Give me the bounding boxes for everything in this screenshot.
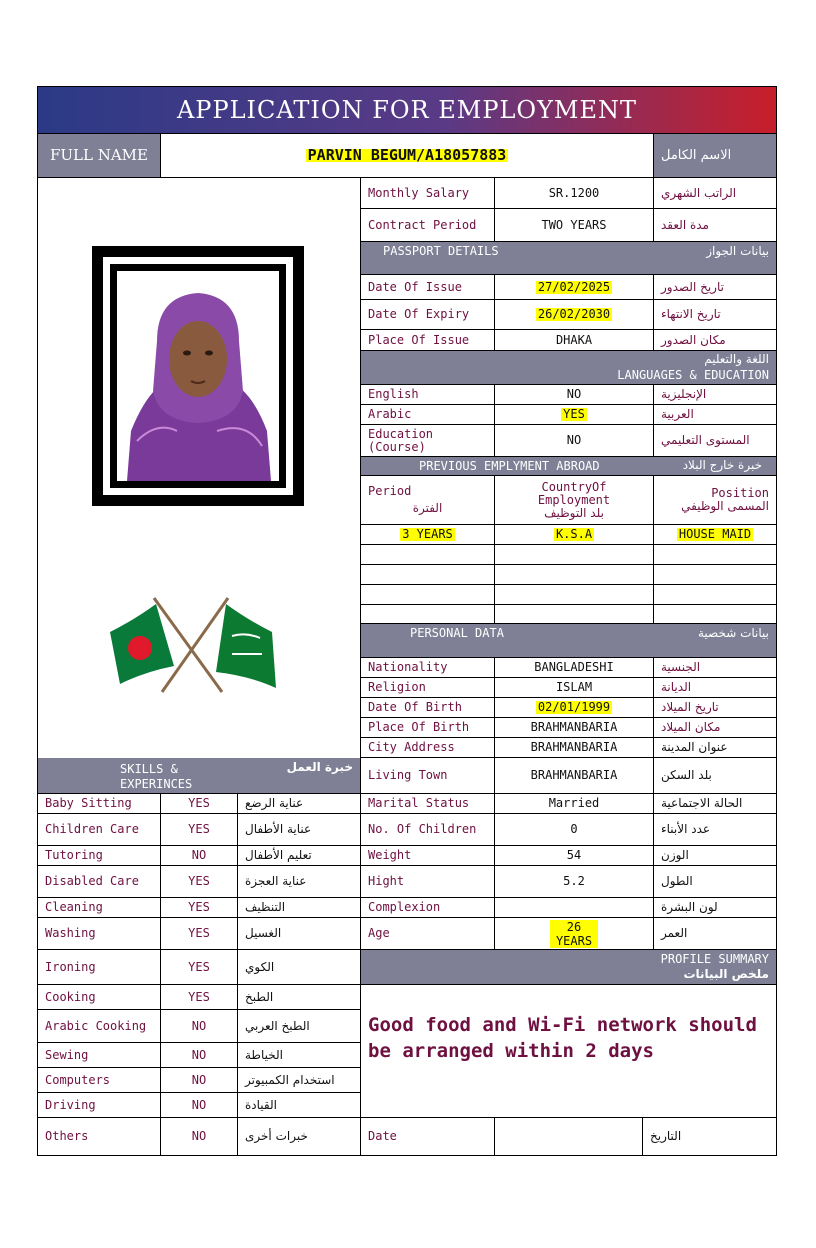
empty-cell [361,605,495,624]
date-label: Date [361,1118,495,1156]
skill-label: Others [37,1118,161,1156]
complexion-label-ar: لون البشرة [654,898,777,918]
pob-label-ar: مكان الميلاد [654,718,777,738]
expiry-date-value: 26/02/2030 [495,300,654,330]
skill-label-ar: استخدام الكمبيوتر [238,1068,361,1093]
skill-value: YES [161,898,238,918]
education-value: NO [495,425,654,457]
skill-label: Cooking [37,985,161,1010]
empty-cell [361,545,495,565]
empty-cell [654,585,777,605]
english-value: NO [495,385,654,405]
height-label-ar: الطول [654,866,777,898]
complexion-label: Complexion [361,898,495,918]
skill-value: YES [161,866,238,898]
place-issue-value: DHAKA [495,330,654,351]
nationality-label: Nationality [361,658,495,678]
arabic-label-ar: العربية [654,405,777,425]
english-label-ar: الإنجليزية [654,385,777,405]
arabic-label: Arabic [361,405,495,425]
empty-cell [495,605,654,624]
place-issue-label: Place Of Issue [361,330,495,351]
skill-label: Baby Sitting [37,794,161,814]
place-issue-label-ar: مكان الصدور [654,330,777,351]
salary-label-ar: الراتب الشهري [654,178,777,209]
issue-date-label-ar: تاريخ الصدور [654,275,777,300]
pob-value: BRAHMANBARIA [495,718,654,738]
skill-value: YES [161,985,238,1010]
education-label: Education (Course) [361,425,495,457]
skill-label-ar: تعليم الأطفال [238,846,361,866]
children-value: 0 [495,814,654,846]
arabic-value: YES [495,405,654,425]
city-value: BRAHMANBARIA [495,738,654,758]
skill-label-ar: خبرات أخرى [238,1118,361,1156]
skill-label-ar: عناية الأطفال [238,814,361,846]
pob-label: Place Of Birth [361,718,495,738]
marital-label-ar: الحالة الاجتماعية [654,794,777,814]
nationality-label-ar: الجنسية [654,658,777,678]
position-col-header: Position المسمى الوظيفي [654,476,777,525]
skill-value: YES [161,794,238,814]
age-value: 26 YEARS [495,918,654,950]
skill-label: Washing [37,918,161,950]
applicant-photo [117,271,279,481]
skill-value: NO [161,1068,238,1093]
full-name-label: FULL NAME [37,134,161,178]
period-col-header: Period الفترة [361,476,495,525]
skill-label: Ironing [37,950,161,985]
skill-label-ar: الكوي [238,950,361,985]
complexion-value [495,898,654,918]
weight-value: 54 [495,846,654,866]
skill-label-ar: عناية العجزة [238,866,361,898]
children-label-ar: عدد الأبناء [654,814,777,846]
skill-value: NO [161,1118,238,1156]
skill-label-ar: الطبخ [238,985,361,1010]
living-town-label-ar: بلد السكن [654,758,777,794]
education-label-ar: المستوى التعليمي [654,425,777,457]
country-col-header: CountryOf Employment بلد التوظيف [495,476,654,525]
living-town-label: Living Town [361,758,495,794]
date-label-ar: التاريخ [643,1118,777,1156]
full-name-value: PARVIN BEGUM/A18057883 [161,134,654,178]
prev-period-value: 3 YEARS [361,525,495,545]
skill-label: Children Care [37,814,161,846]
dob-label-ar: تاريخ الميلاد [654,698,777,718]
issue-date-label: Date Of Issue [361,275,495,300]
height-value: 5.2 [495,866,654,898]
dob-label: Date Of Birth [361,698,495,718]
city-label-ar: عنوان المدينة [654,738,777,758]
languages-header: اللغة والتعليم LANGUAGES & EDUCATION [361,351,777,385]
skill-value: YES [161,918,238,950]
contract-label: Contract Period [361,209,495,242]
skill-label: Computers [37,1068,161,1093]
religion-label: Religion [361,678,495,698]
children-label: No. Of Children [361,814,495,846]
empty-cell [654,605,777,624]
salary-label: Monthly Salary [361,178,495,209]
living-town-value: BRAHMANBARIA [495,758,654,794]
skill-label-ar: الخياطة [238,1043,361,1068]
full-name-label-ar: الاسم الكامل [654,134,777,178]
flags-illustration [104,592,280,696]
skill-label: Arabic Cooking [37,1010,161,1043]
passport-header: PASSPORT DETAILS بيانات الجواز [361,242,777,275]
weight-label-ar: الوزن [654,846,777,866]
skill-value: YES [161,950,238,985]
marital-value: Married [495,794,654,814]
weight-label: Weight [361,846,495,866]
contract-label-ar: مدة العقد [654,209,777,242]
religion-label-ar: الديانة [654,678,777,698]
skill-label: Driving [37,1093,161,1118]
city-label: City Address [361,738,495,758]
nationality-value: BANGLADESHI [495,658,654,678]
skill-value: NO [161,1010,238,1043]
skill-value: YES [161,814,238,846]
empty-cell [654,565,777,585]
height-label: Hight [361,866,495,898]
age-label-ar: العمر [654,918,777,950]
skill-label-ar: التنظيف [238,898,361,918]
profile-header: PROFILE SUMMARY ملخص البيانات [361,950,777,985]
prev-country-value: K.S.A [495,525,654,545]
empty-cell [361,565,495,585]
skill-value: NO [161,1093,238,1118]
empty-cell [495,565,654,585]
profile-summary-text: Good food and Wi-Fi network should be arranged within 2 days [368,1014,757,1062]
skills-header: SKILLS & EXPERINCES خبرة العمل [37,758,361,794]
marital-label: Marital Status [361,794,495,814]
skill-label: Disabled Care [37,866,161,898]
age-label: Age [361,918,495,950]
dob-value: 02/01/1999 [495,698,654,718]
personal-header: PERSONAL DATA بيانات شخصية [361,624,777,658]
prev-position-value: HOUSE MAID [654,525,777,545]
skill-label: Tutoring [37,846,161,866]
skill-label: Cleaning [37,898,161,918]
issue-date-value: 27/02/2025 [495,275,654,300]
expiry-date-label-ar: تاريخ الانتهاء [654,300,777,330]
skill-value: NO [161,1043,238,1068]
previous-header: PREVIOUS EMPLYMENT ABROAD خبرة خارج البلاد [361,457,777,476]
empty-cell [495,545,654,565]
skill-label-ar: الغسيل [238,918,361,950]
skill-label-ar: عناية الرضع [238,794,361,814]
form-title: APPLICATION FOR EMPLOYMENT [37,86,777,134]
skill-value: NO [161,846,238,866]
empty-cell [361,585,495,605]
skill-label: Sewing [37,1043,161,1068]
skill-label-ar: الطبخ العربي [238,1010,361,1043]
english-label: English [361,385,495,405]
date-value [495,1118,643,1156]
skill-label-ar: القيادة [238,1093,361,1118]
contract-value: TWO YEARS [495,209,654,242]
expiry-date-label: Date Of Expiry [361,300,495,330]
salary-value: SR.1200 [495,178,654,209]
empty-cell [495,585,654,605]
empty-cell [654,545,777,565]
religion-value: ISLAM [495,678,654,698]
